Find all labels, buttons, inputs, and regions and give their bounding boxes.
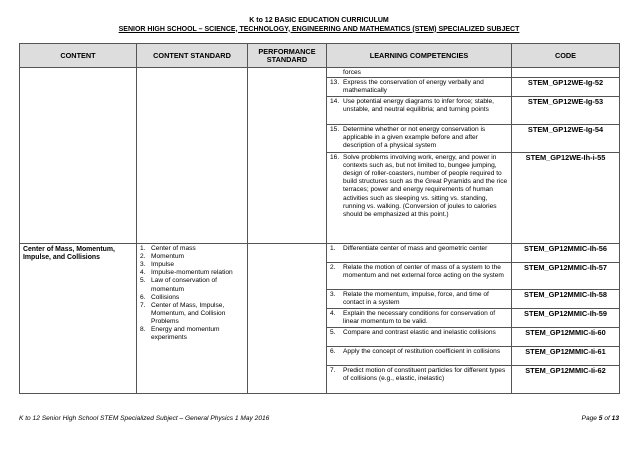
- code-cell: STEM_GP12MMIC-Ih-58: [512, 290, 620, 309]
- competency-item: 15. Determine whether or not energy conservation is applicable in a given example before and after description of a physical system: [330, 126, 486, 150]
- competency-cell: [327, 366, 512, 394]
- competency-cell: [327, 290, 512, 309]
- column-header-content-standard: CONTENT STANDARD: [137, 44, 248, 68]
- competency-item: 2. Relate the motion of center of mass of a system to the momentum and net external force acting on the system: [330, 264, 504, 280]
- competency-item: 1. Differentiate center of mass and geometric center: [330, 245, 488, 253]
- code-cell: STEM_GP12WE-Ig-54: [512, 125, 620, 153]
- performance-standard-cell-empty: [248, 68, 327, 244]
- competency-item: 7. Predict motion of constituent particles for different types of collisions (e.g., elastic, inelastic): [330, 367, 506, 383]
- column-header-code: CODE: [512, 44, 620, 68]
- competency-cell: [327, 309, 512, 328]
- footer-document-title: K to 12 Senior High School STEM Specialized Subject – General Physics 1 May 2016: [19, 415, 270, 422]
- standard-item: 8. Energy and momentum experiments: [140, 326, 220, 342]
- competency-item: 14. Use potential energy diagrams to infer force; stable, unstable, and neutral equilibria; and turning points: [330, 98, 495, 114]
- competency-item: 6. Apply the concept of restitution coefficient in collisions: [330, 348, 501, 356]
- standard-item: 2. Momentum: [140, 253, 184, 261]
- content-cell-empty: [20, 68, 137, 244]
- code-cell: STEM_GP12MMIC-Ih-56: [512, 244, 620, 263]
- code-cell: STEM_GP12MMIC-Ii-61: [512, 347, 620, 366]
- curriculum-table: [19, 43, 620, 394]
- competency-item: 4. Explain the necessary conditions for conservation of linear momentum to be valid.: [330, 310, 496, 326]
- column-header-content: CONTENT: [20, 44, 137, 68]
- performance-standard-cell-empty: [248, 244, 327, 394]
- content-standard-cell: [137, 244, 248, 394]
- table-row: [20, 68, 620, 78]
- competency-cell: [327, 78, 512, 97]
- competency-item: 3. Relate the momentum, impulse, force, and time of contact in a system: [330, 291, 489, 307]
- standard-item: 7. Center of Mass, Impulse, Momentum, and Collision Problems: [140, 301, 226, 325]
- competency-item: forces: [343, 69, 361, 76]
- code-cell: [512, 68, 620, 78]
- standard-item: 4. Impulse-momentum relation: [140, 269, 233, 277]
- competency-item: 5. Compare and contrast elastic and inelastic collisions: [330, 329, 496, 337]
- page-footer: [19, 415, 619, 422]
- column-header-performance-standard: PERFORMANCE STANDARD: [248, 44, 327, 68]
- document-subtitle: SENIOR HIGH SCHOOL – SCIENCE, TECHNOLOGY, ENGINEERING AND MATHEMATICS (STEM) SPECIALIZED SUBJECT: [118, 25, 520, 33]
- code-cell: STEM_GP12WE-Ig-52: [512, 78, 620, 97]
- table-header-row: [20, 44, 620, 68]
- competency-cell: [327, 347, 512, 366]
- document-title: K to 12 BASIC EDUCATION CURRICULUM: [249, 17, 389, 24]
- table-row: [20, 244, 620, 263]
- standard-item: 6. Collisions: [140, 293, 180, 301]
- competency-cell: [327, 125, 512, 153]
- content-standard-cell-empty: [137, 68, 248, 244]
- competency-cell: [327, 153, 512, 244]
- code-cell: STEM_GP12WE-Ig-53: [512, 97, 620, 125]
- code-cell: STEM_GP12MMIC-Ih-57: [512, 263, 620, 290]
- code-cell: STEM_GP12MMIC-Ih-59: [512, 309, 620, 328]
- competency-cell: [327, 328, 512, 347]
- competency-cell: [327, 68, 512, 78]
- competency-cell: [327, 263, 512, 290]
- document-header: [0, 17, 638, 34]
- standard-item: 3. Impulse: [140, 261, 175, 269]
- page-number: Page 5 of 13: [581, 415, 619, 422]
- competency-item: 13. Express the conservation of energy verbally and mathematically: [330, 79, 484, 95]
- content-cell: Center of Mass, Momentum, Impulse, and Collisions: [20, 244, 137, 394]
- competency-cell: [327, 244, 512, 263]
- competency-cell: [327, 97, 512, 125]
- column-header-learning-competencies: LEARNING COMPETENCIES: [327, 44, 512, 68]
- code-cell: STEM_GP12MMIC-Ii-60: [512, 328, 620, 347]
- standard-item: 5. Law of conservation of momentum: [140, 277, 217, 293]
- standard-item: 1. Center of mass: [140, 245, 196, 253]
- competency-item: 16. Solve problems involving work, energy, and power in contexts such as, but not limited to, bungee jumping, design of roller-coasters, number of people required to build structures such as the Great Pyramids and the rice terraces; power and energy requirements of human activities such as sleeping vs. sitting vs. standing, running vs. walking. (Conversion of joules to calories should be emphasized at this point.): [330, 154, 508, 218]
- code-cell: STEM_GP12WE-Ih-i-55: [512, 153, 620, 244]
- code-cell: STEM_GP12MMIC-Ii-62: [512, 366, 620, 394]
